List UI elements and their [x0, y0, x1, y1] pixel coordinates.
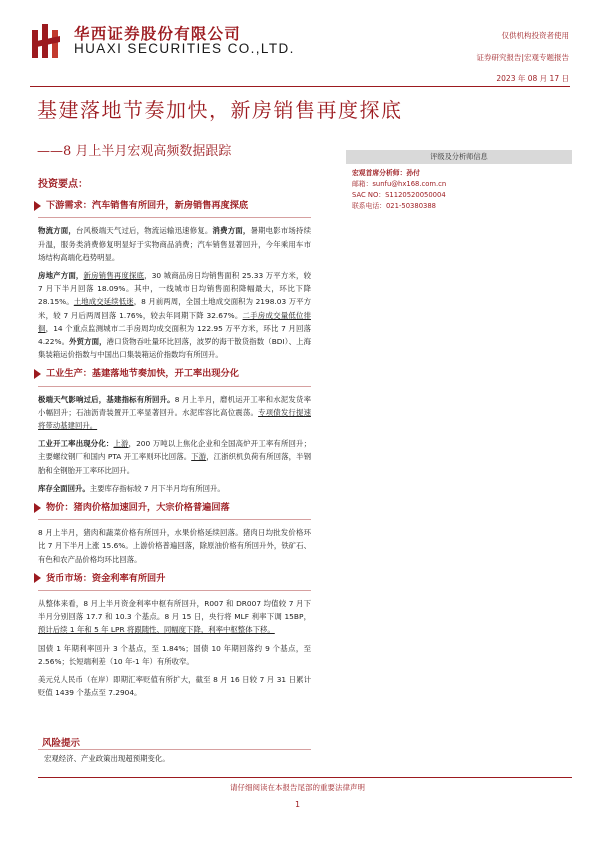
company-name-en: HUAXI SECURITIES CO.,LTD.: [74, 41, 295, 56]
sac-label: SAC NO：: [352, 191, 386, 199]
risk-divider: [38, 749, 311, 750]
paragraph: 8 月上半月，猪肉和蔬菜价格有所回升，水果价格延续回落。猪肉日均批发价格环比 7 月下半月上涨 15.6%。上游价格普遍回落，除原油价格有所回升外，铁矿石、有色和农产品价格均环比回落。: [38, 528, 311, 564]
header-divider: [30, 86, 570, 87]
paragraph: 美元兑人民币（在岸）即期汇率贬值有所扩大，截至 8 月 16 日较 7 月 31 日累计贬值 1439 个基点至 7.2904。: [38, 675, 311, 698]
highlights-heading: 投资要点：: [38, 179, 88, 190]
section-prices: 物价：猪肉价格加速回升，大宗价格普遍回落: [34, 501, 311, 514]
section-divider: [38, 386, 311, 387]
section-downstream-demand: 下游需求：汽车销售有所回升，新房销售再度探底: [34, 199, 311, 212]
section-divider: [38, 519, 311, 520]
analyst-panel: [352, 168, 567, 212]
distribution-tag: 仅供机构投资者使用: [501, 31, 569, 40]
analyst-panel-header: 评级及分析师信息: [346, 150, 572, 164]
triangle-bullet-icon: [34, 369, 41, 379]
huaxi-logo-icon: [30, 22, 66, 60]
paragraph: 房地产方面，新房销售再度探底，30 城商品房日均销售面积 25.33 万平方米，较 7 月下半月回落 18.09%。其中，一线城市日均销售面积降幅最大，环比下降 28.15%。土地成交延续低迷，8 月前两周，全国土地成交面积为 2198.03 万平方米，较 7 月后两周回落 1.76%，较去年同期下降 32.67%。二手房成交量低位徘徊，14 个重点监测城市二手房周均成交面积为 122.95 万平方米，环比 7 月回落 4.22%。外贸方面，港口货物吞吐量环比回落，波罗的海干散货指数（BDI）、上海集装箱运价指数与中国出口集装箱运价指数均有所回升。: [38, 271, 311, 360]
section-money-market: 货币市场：资金利率有所回升: [34, 572, 311, 585]
report-subtitle: ——8 月上半月宏观高频数据跟踪: [37, 144, 232, 159]
section-divider: [38, 217, 311, 218]
paragraph: 工业开工率出现分化：上游，200 万吨以上焦化企业和全国高炉开工率有所回升；主要螺纹钢厂和国内 PTA 开工率则环比回落。下游，江浙织机负荷有所回落，半钢胎和全钢胎开工率环比回升。: [38, 439, 311, 475]
analyst-email[interactable]: sunfu@hx168.com.cn: [372, 180, 447, 188]
section-industrial-production: 工业生产：基建落地节奏加快，开工率出现分化: [34, 367, 311, 380]
phone-label: 联系电话：: [352, 202, 386, 210]
email-label: 邮箱：: [352, 180, 373, 188]
section-divider: [38, 590, 311, 591]
paragraph: 从整体来看，8 月上半月资金利率中枢有所回升，R007 和 DR007 均值较 7 月下半月分别回落 17.7 和 10.3 个基点。8 月 15 日，央行将 MLF 利率下调 15BP，预计后续 1 年和 5 年 LPR 将跟随性、同幅度下降，利率中枢整体下移。: [38, 599, 311, 635]
paragraph: 物流方面，台风极端天气过后，物流运输迅速修复。消费方面，暑期电影市场持续升温，服务类消费修复明显好于实物商品消费；汽车销售显著回升，今年乘用车市场结构高端化趋势明显。: [38, 226, 311, 262]
analyst-phone: 021-50380388: [385, 202, 437, 210]
paragraph: 库存全面回升。主要库存指标较 7 月下半月均有所回升。: [38, 483, 225, 493]
report-category: 证券研究报告|宏观专题报告: [476, 53, 569, 62]
triangle-bullet-icon: [34, 201, 41, 211]
paragraph: 极端天气影响过后，基建指标有所回升。8 月上半月，磨机运开工率和水泥发货率小幅回升；石油沥青装置开工率显著回升。水泥库容比高位震荡。专项债发行提速将带动基建回升。: [38, 394, 311, 431]
analyst-name: 孙付: [406, 169, 420, 177]
legal-notice: 请仔细阅读在本报告尾部的重要法律声明: [230, 783, 365, 792]
paragraph: 国债 1 年期利率回升 3 个基点，至 1.84%；国债 10 年期回落约 9 个基点，至 2.56%；长短端利差（10 年-1 年）有所收窄。: [38, 643, 311, 666]
investment-highlights: [38, 170, 311, 705]
triangle-bullet-icon: [34, 503, 41, 513]
risk-text: 宏观经济、产业政策出现超预期变化。: [44, 754, 170, 763]
risk-heading: 风险提示: [42, 738, 81, 749]
page-number: 1: [294, 800, 301, 809]
report-title: 基建落地节奏加快，新房销售再度探底: [37, 98, 403, 122]
sac-number: S1120520050004: [385, 191, 446, 199]
analyst-label: 宏观首席分析师：: [352, 169, 407, 177]
footer-divider: [38, 777, 572, 778]
company-name-cn: 华西证券股份有限公司: [74, 24, 242, 43]
triangle-bullet-icon: [34, 573, 41, 583]
report-date: 2023 年 08 月 17 日: [496, 74, 569, 83]
